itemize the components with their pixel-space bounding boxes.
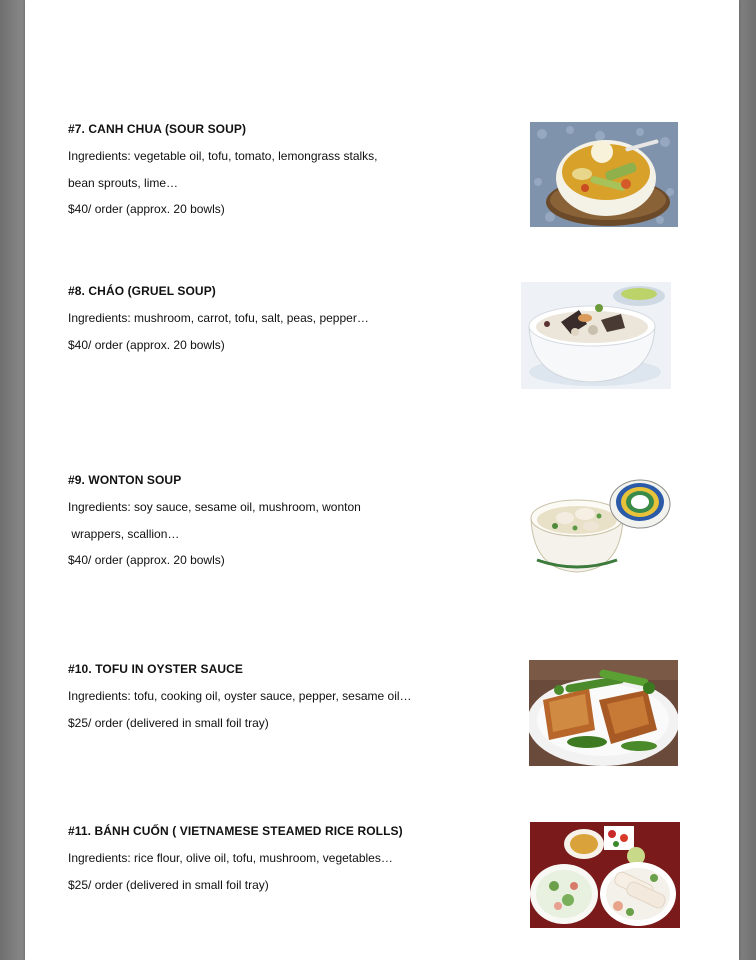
item-price: $40/ order (approx. 20 bowls) [68, 202, 225, 216]
item-title: #11. BÁNH CUỐN ( VIETNAMESE STEAMED RICE ROLLS) [68, 824, 403, 838]
item-price: $25/ order (delivered in small foil tray) [68, 878, 269, 892]
steamed-rice-rolls-photo [530, 822, 680, 928]
sour-soup-photo [530, 122, 678, 227]
menu-page [25, 0, 739, 960]
item-title: #9. WONTON SOUP [68, 473, 182, 487]
item-price: $40/ order (approx. 20 bowls) [68, 553, 225, 567]
item-ingredients: Ingredients: soy sauce, sesame oil, mushroom, wonton [68, 500, 361, 514]
item-ingredients: Ingredients: mushroom, carrot, tofu, salt, peas, pepper… [68, 311, 369, 325]
gruel-soup-photo [521, 282, 671, 389]
item-ingredients: Ingredients: rice flour, olive oil, tofu, mushroom, vegetables… [68, 851, 393, 865]
tofu-oyster-sauce-photo [529, 660, 678, 766]
item-ingredients: Ingredients: tofu, cooking oil, oyster sauce, pepper, sesame oil… [68, 689, 412, 703]
item-title: #7. CANH CHUA (SOUR SOUP) [68, 122, 247, 136]
item-price: $40/ order (approx. 20 bowls) [68, 338, 225, 352]
wonton-soup-photo [527, 474, 675, 574]
item-title: #10. TOFU IN OYSTER SAUCE [68, 662, 243, 676]
item-ingredients-continued: bean sprouts, lime… [68, 176, 179, 190]
item-title: #8. CHÁO (GRUEL SOUP) [68, 284, 216, 298]
item-price: $25/ order (delivered in small foil tray) [68, 716, 269, 730]
item-ingredients: Ingredients: vegetable oil, tofu, tomato, lemongrass stalks, [68, 149, 378, 163]
item-ingredients-continued: wrappers, scallion… [68, 527, 180, 541]
